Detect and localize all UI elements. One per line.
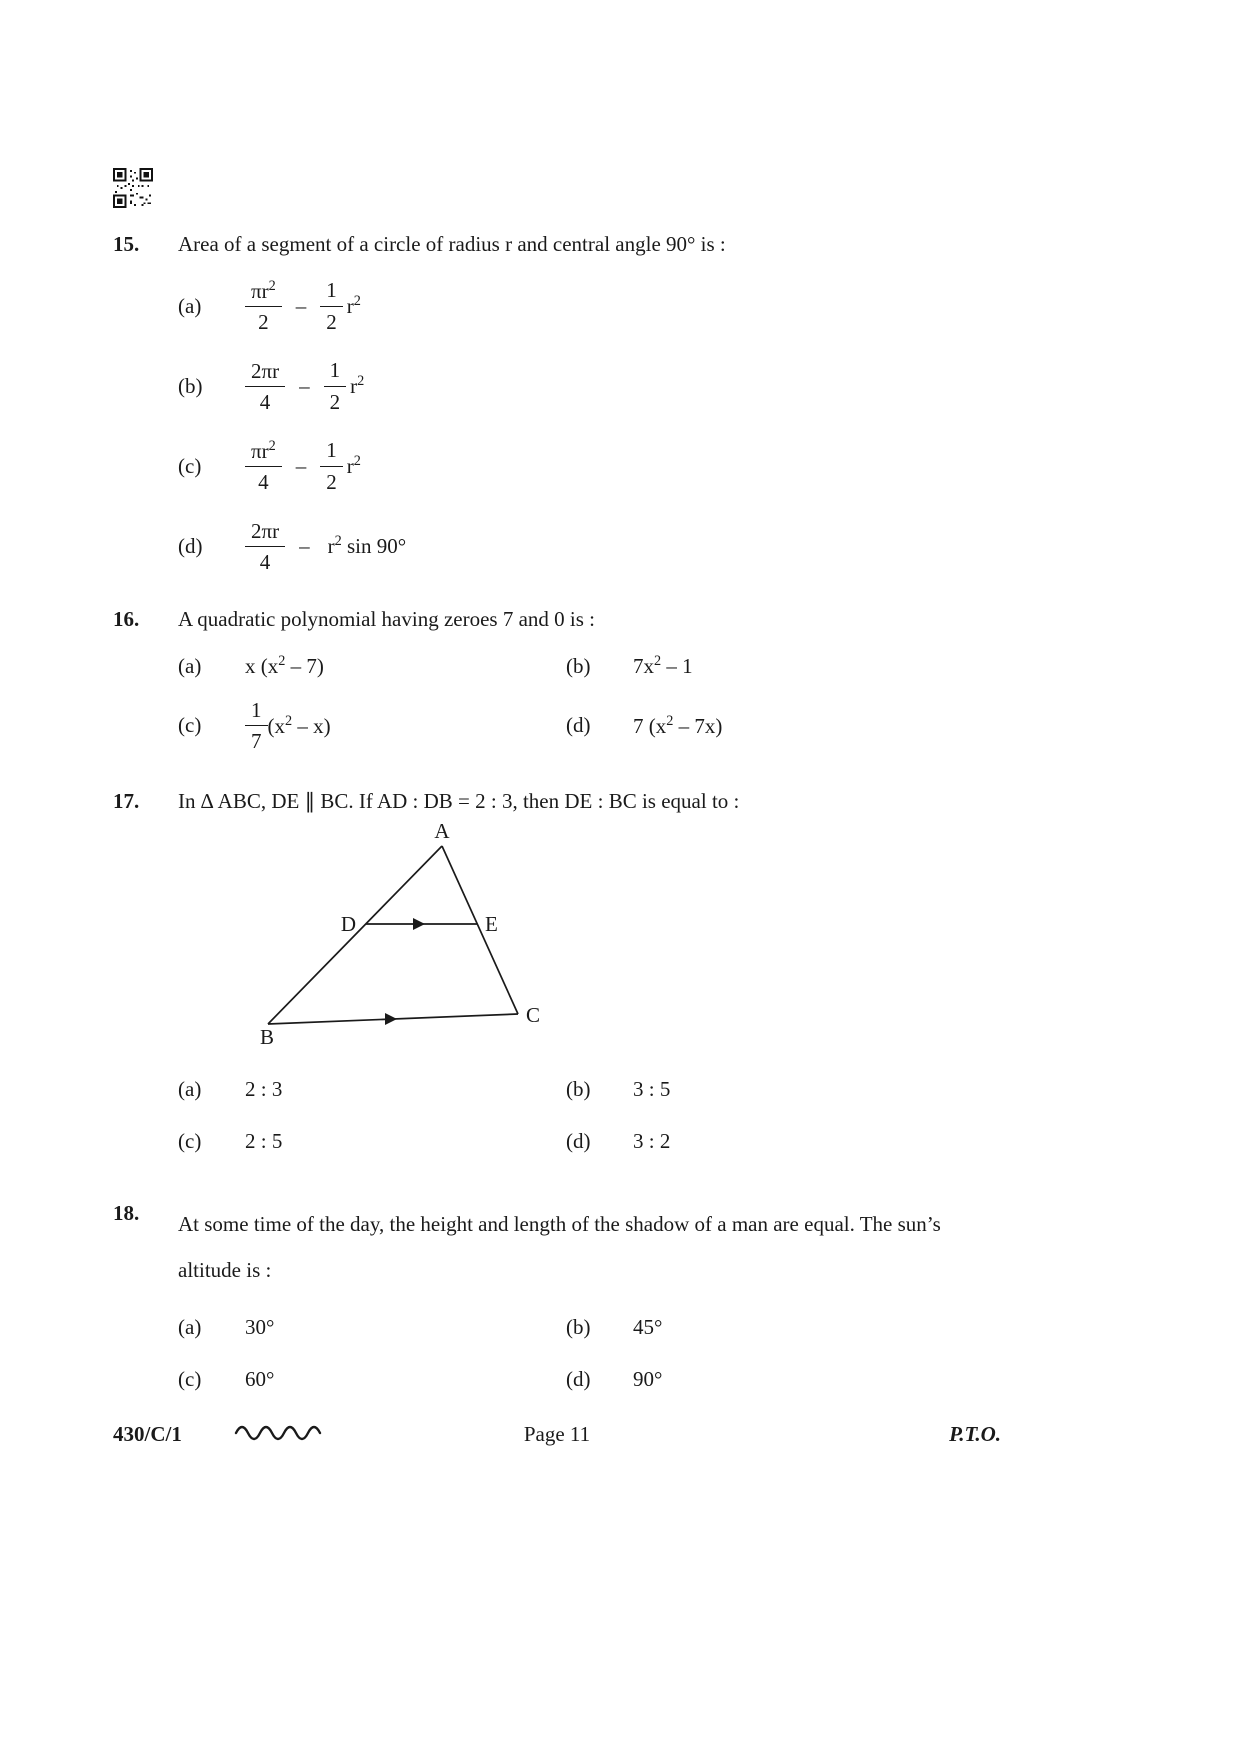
question-18-number: 18. [113,1201,140,1226]
option-label: (b) [566,1315,591,1340]
option-label: (a) [178,293,202,318]
vertex-label-d: D [340,912,356,937]
question-15 [113,232,1001,595]
option-label: (a) [178,653,202,678]
option-label: (b) [566,653,591,678]
question-16-number: 16. [113,607,140,631]
parallel-arrow-de [413,918,425,930]
option-math [245,438,361,494]
option-value: 60° [245,1367,275,1392]
paper-code: 430/C/1 [113,1421,182,1446]
fraction: $\frac{\pi r^2}{2}$ [245,278,282,334]
option-math: 7 $(x^2 - 7x)$ [633,712,723,738]
option-math [245,278,361,334]
math-tail: $r^2$ [346,453,361,478]
page-footer [113,1422,1001,1447]
option-math: $7x^2 - 1$ [633,653,693,678]
vertex-label-b: B [260,1025,275,1050]
page-number: Page 11 [523,1421,591,1446]
option-value: 3 : 2 [633,1128,671,1153]
parallel-arrow-bc [385,1013,397,1025]
vertex-label-a: A [434,824,450,844]
vertex-label-e: E [485,912,498,937]
q15-option-a [178,275,1001,337]
fraction: $\frac{1}{2}$ [320,278,343,333]
option-label: (c) [178,1128,202,1153]
q17-option-b [566,1069,1001,1109]
math-tail: $r^2$ [346,293,361,318]
q15-option-c [178,435,1001,497]
wavy-line-icon [234,1422,326,1447]
fraction: $\frac{1}{2}$ [324,358,347,413]
fraction: $\frac{2\pi r}{4}$ [245,518,285,574]
q17-option-c [178,1121,566,1161]
minus-sign: – [295,293,307,318]
option-value: 2 : 5 [245,1128,283,1153]
option-math [245,358,364,414]
option-label: (c) [178,1367,202,1392]
question-17-number: 17. [113,789,140,814]
option-value: 2 : 3 [245,1076,283,1101]
q16-option-a [178,646,566,686]
option-value: 45° [633,1315,663,1340]
option-label: (d) [566,1367,591,1392]
fraction: $\frac{2\pi r}{4}$ [245,358,285,414]
math-tail: $r^2$ [350,373,365,398]
option-math: $\frac{1}{7}$ $(x^2 - x)$ [245,698,331,753]
triangle-diagram [256,824,1001,1055]
math-tail: $r^2$ sin 90° [327,533,407,558]
vertex-label-c: C [526,1003,541,1028]
q17-option-d [566,1121,1001,1161]
question-16 [113,607,1001,753]
question-15-number: 15. [113,232,140,256]
q16-option-d [566,698,1001,753]
q17-option-a [178,1069,566,1109]
option-label: (c) [178,453,202,478]
option-label: (b) [178,373,203,398]
option-label: (d) [566,713,591,738]
qr-code-icon [113,168,153,208]
q15-option-b [178,355,1001,417]
option-label: (a) [178,1315,202,1340]
question-16-text: A quadratic polynomial having zeroes 7 and 0 is : [178,607,595,631]
question-18 [113,1201,1001,1399]
question-17-text: In ∆ ABC, DE ∥ BC. If AD : DB = 2 : 3, then DE : BC is equal to : [178,789,740,814]
fraction: $\frac{1}{2}$ [320,438,343,493]
minus-sign: – [295,453,307,478]
option-value: 30° [245,1315,275,1340]
q18-option-d [566,1360,1001,1400]
question-18-text: At some time of the day, the height and length of the shadow of a man are equal. The sun’s altitude is : [178,1212,941,1283]
q15-option-d [178,515,1001,577]
option-label: (d) [178,533,203,558]
q18-option-b [566,1308,1001,1348]
q16-option-c [178,698,566,753]
question-15-text: Area of a segment of a circle of radius r and central angle 90° is : [178,232,726,256]
option-label: (d) [566,1128,591,1153]
minus-sign: – [299,533,310,558]
option-math [245,518,406,574]
option-label: (b) [566,1076,591,1101]
question-17 [113,789,1001,1161]
option-value: 3 : 5 [633,1076,671,1101]
pto-label: P.T.O. [949,1421,1002,1446]
q16-option-b [566,646,1001,686]
option-label: (c) [178,713,202,738]
fraction: $\frac{\pi r^2}{4}$ [245,438,282,494]
option-math: x $(x^2 - 7)$ [245,653,324,678]
fraction: $\frac{1}{7}$ [245,698,268,753]
q18-option-a [178,1308,566,1348]
option-value: 90° [633,1367,663,1392]
q18-option-c [178,1360,566,1400]
minus-sign: – [299,373,310,398]
option-label: (a) [178,1076,202,1101]
